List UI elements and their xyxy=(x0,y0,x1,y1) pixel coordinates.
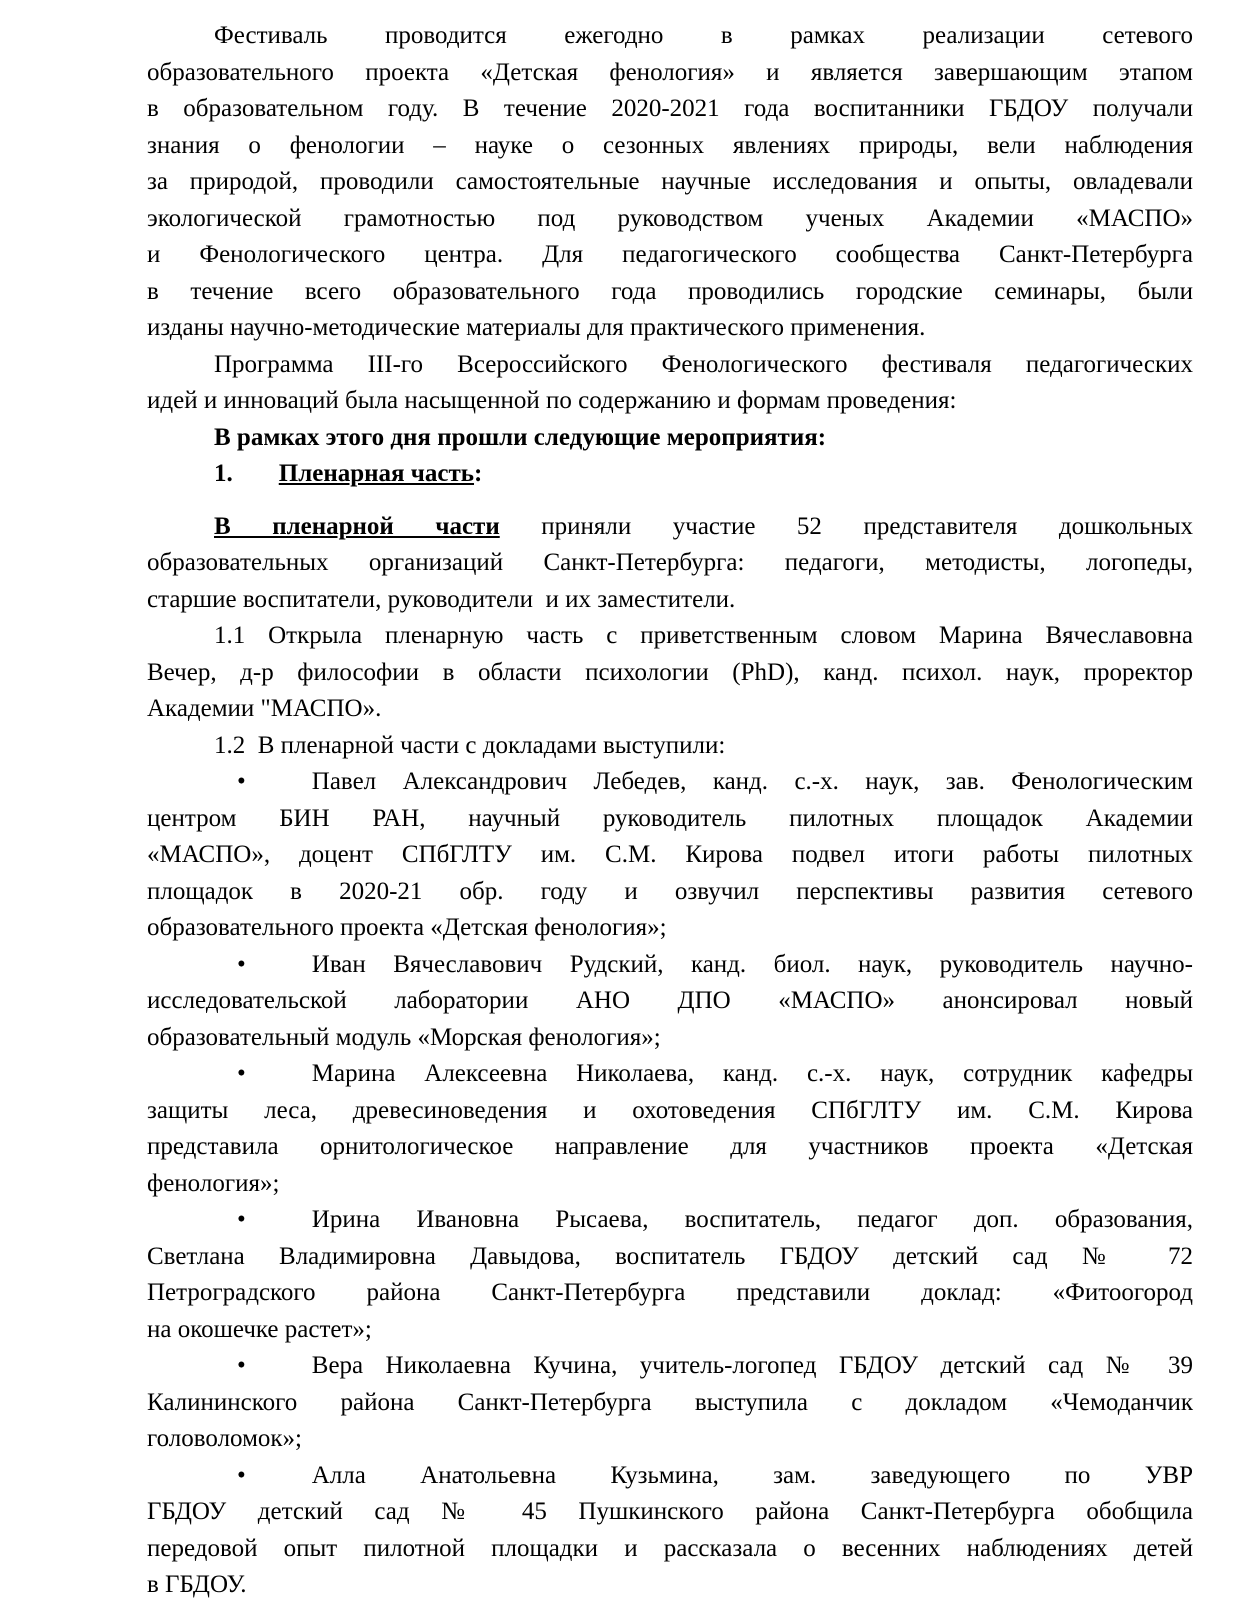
text-line: идей и инноваций была насыщенной по содержанию и формам проведения: xyxy=(147,387,957,414)
text-line xyxy=(147,1348,1193,1385)
text-line: в течение всего образовательного года проводились городские семинары, были xyxy=(147,277,1193,305)
text-line: Вечер, д-р философии в области психологии (PhD), канд. психол. наук, проректор xyxy=(147,658,1193,686)
bullet-item-lebedev xyxy=(147,764,1193,947)
text-line: образовательный модуль «Морская фенология»; xyxy=(147,1023,661,1051)
text-line: старшие воспитатели, руководители и их заместители. xyxy=(147,585,736,613)
bullet-text: Марина Алексеевна Николаева, канд. с.-х. наук, сотрудник кафедры xyxy=(311,1060,1193,1087)
heading-title: Пленарная часть xyxy=(278,460,475,487)
text-line: площадок в 2020-21 обр. году и озвучил перспективы развития сетевого xyxy=(147,877,1193,905)
text-line: знания о фенологии – науке о сезонных явлениях природы, вели наблюдения xyxy=(147,131,1193,159)
bullet-marker: • xyxy=(237,1060,246,1087)
text-line: 1.1 Открыла пленарную часть с приветственным словом Марина Вячеславовна xyxy=(214,622,1193,649)
text-line: защиты леса, древесиноведения и охотоведения СПбГЛТУ им. С.М. Кирова xyxy=(147,1096,1193,1124)
heading-colon: : xyxy=(474,460,483,487)
bullet-marker: • xyxy=(237,768,246,795)
text-line xyxy=(147,764,1193,801)
text-line: Академии "МАСПО». xyxy=(147,695,382,722)
bullet-text: Алла Анатольевна Кузьмина, зам. заведующего по УВР xyxy=(311,1461,1193,1489)
bullet-item-kuchina xyxy=(147,1348,1193,1458)
lead-phrase: В пленарной части xyxy=(214,512,500,540)
heading-number: 1. xyxy=(214,460,233,487)
text-line: Петроградского района Санкт-Петербурга представили доклад: «Фитоогород xyxy=(147,1279,1193,1306)
bullet-text: Вера Николаевна Кучина, учитель-логопед ГБДОУ детский сад № 39 xyxy=(311,1352,1193,1379)
lead-rest: приняли участие 52 представителя дошкольных xyxy=(499,512,1193,540)
bullet-item-kuzmina xyxy=(147,1458,1193,1604)
text-line: «МАСПО», доцент СПбГЛТУ им. С.М. Кирова подвел итоги работы пилотных xyxy=(147,841,1193,868)
text-line: Программа III-го Всероссийского Фенологического фестиваля педагогических xyxy=(214,350,1193,378)
paragraph-1-2: 1.2 В пленарной части с докладами выступили: xyxy=(214,731,726,759)
text-line xyxy=(147,1202,1193,1239)
text-line: в ГБДОУ. xyxy=(147,1571,247,1598)
text-line: в образовательном году. В течение 2020-2021 года воспитанники ГБДОУ получали xyxy=(147,95,1193,122)
text-line: изданы научно-методические материалы для практического применения. xyxy=(147,314,926,341)
text-line: исследовательской лаборатории АНО ДПО «МАСПО» анонсировал новый xyxy=(147,987,1193,1014)
text-line: за природой, проводили самостоятельные научные исследования и опыты, овладевали xyxy=(147,168,1193,195)
heading-plenary-part xyxy=(147,456,1193,493)
text-line: и Фенологического центра. Для педагогического сообщества Санкт-Петербурга xyxy=(147,241,1193,268)
bullet-text: Павел Александрович Лебедев, канд. с.-х. наук, зав. Фенологическим xyxy=(311,768,1193,795)
bullet-marker: • xyxy=(237,1461,246,1489)
paragraph-program xyxy=(147,347,1193,420)
text-line xyxy=(147,1458,1193,1495)
text-line: Калининского района Санкт-Петербурга выступила с докладом «Чемоданчик xyxy=(147,1388,1193,1416)
text-line: головоломок»; xyxy=(147,1425,302,1452)
paragraph-festival-intro xyxy=(147,18,1193,347)
bullet-marker: • xyxy=(237,1352,246,1379)
text-line: Фестиваль проводится ежегодно в рамках реализации сетевого xyxy=(214,22,1193,49)
bullet-item-rysaeva-davydova xyxy=(147,1202,1193,1348)
text-line xyxy=(147,947,1193,984)
bullet-item-rudsky xyxy=(147,947,1193,1057)
text-line: образовательного проекта «Детская фенология»; xyxy=(147,914,667,941)
text-line: передовой опыт пилотной площадки и рассказала о весенних наблюдениях детей xyxy=(147,1534,1193,1562)
paragraph-1-1 xyxy=(147,618,1193,728)
text-line xyxy=(147,1056,1193,1093)
bullet-text: Ирина Ивановна Рысаева, воспитатель, педагог доп. образования, xyxy=(311,1206,1193,1233)
bullet-marker: • xyxy=(237,1206,246,1233)
text-line: экологической грамотностью под руководством ученых Академии «МАСПО» xyxy=(147,204,1193,232)
text-line: фенология»; xyxy=(147,1169,280,1197)
heading-events: В рамках этого дня прошли следующие мероприятия: xyxy=(214,423,827,451)
bullet-marker: • xyxy=(237,950,246,978)
text-line: на окошечке растет»; xyxy=(147,1315,372,1343)
text-line: образовательных организаций Санкт-Петербурга: педагоги, методисты, логопеды, xyxy=(147,549,1193,576)
bullet-item-nikolaeva xyxy=(147,1056,1193,1202)
text-line: центром БИН РАН, научный руководитель пилотных площадок Академии xyxy=(147,804,1193,832)
text-line: ГБДОУ детский сад № 45 Пушкинского района Санкт-Петербурга обобщила xyxy=(147,1498,1193,1525)
text-line xyxy=(147,509,1193,546)
text-line: образовательного проекта «Детская фенология» и является завершающим этапом xyxy=(147,58,1193,86)
text-line: представила орнитологическое направление для участников проекта «Детская xyxy=(147,1133,1193,1160)
paragraph-plenary-lead xyxy=(147,509,1193,619)
text-line: Светлана Владимировна Давыдова, воспитатель ГБДОУ детский сад № 72 xyxy=(147,1242,1193,1270)
bullet-text: Иван Вячеславович Рудский, канд. биол. наук, руководитель научно- xyxy=(311,950,1193,978)
